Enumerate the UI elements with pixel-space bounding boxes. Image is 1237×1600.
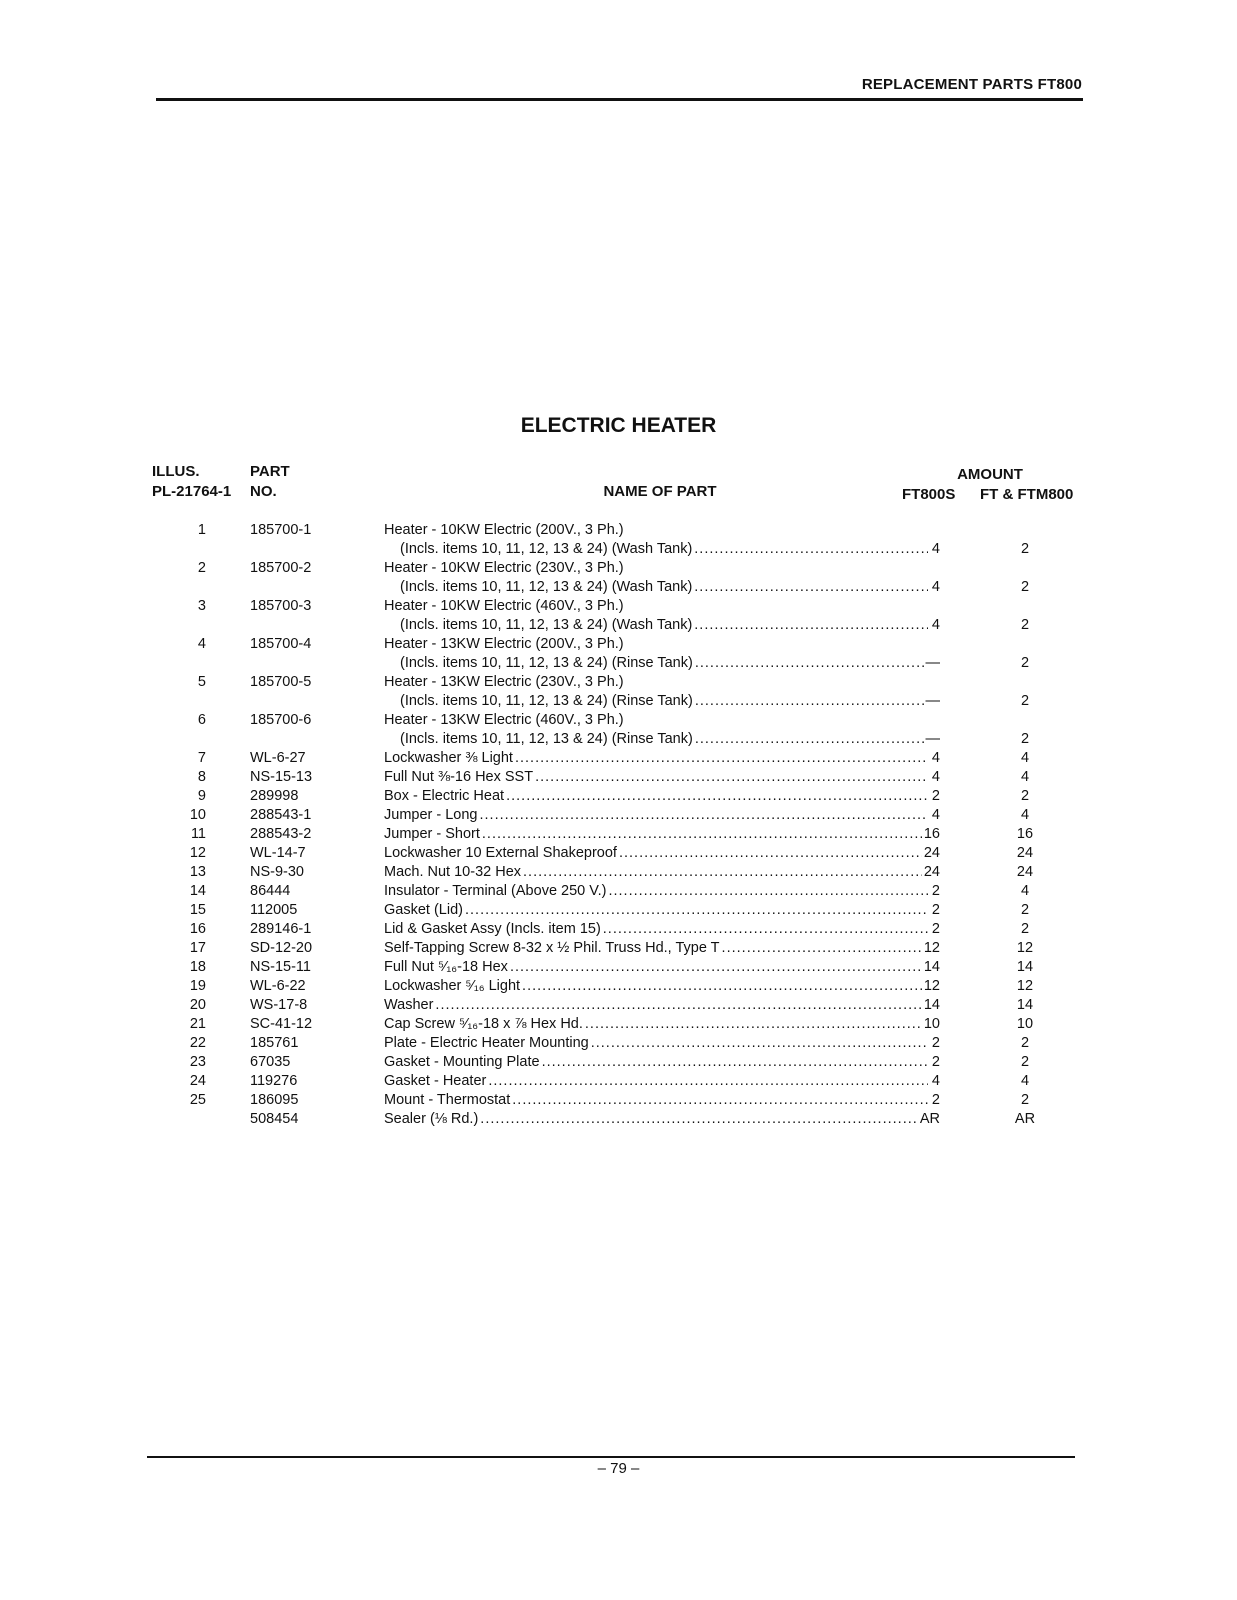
- illus-number: 15: [189, 902, 206, 918]
- qty-ft-ftm800: 2: [1020, 541, 1030, 557]
- part-name: Lockwasher ⅜ Light: [384, 750, 513, 766]
- dot-leader: [510, 958, 922, 977]
- part-name: Self-Tapping Screw 8-32 x ½ Phil. Truss Hd., Type T: [384, 940, 720, 956]
- dot-leader: [695, 692, 924, 711]
- part-header-line1: PART: [250, 463, 290, 480]
- illus-number: 10: [189, 807, 206, 823]
- part-name-detail: (Incls. items 10, 11, 12, 13 & 24) (Rinse Tank): [400, 731, 693, 747]
- part-number: 289146-1: [250, 921, 312, 937]
- qty-ft800s: 24: [923, 864, 940, 880]
- part-row: [0, 768, 1237, 787]
- qty-ft800s: 4: [931, 541, 940, 557]
- part-name: Jumper - Long: [384, 807, 478, 823]
- part-row-detail: [0, 540, 1237, 559]
- part-name: Heater - 10KW Electric (200V., 3 Ph.): [384, 522, 624, 538]
- dot-leader: [694, 616, 928, 635]
- part-number: 185700-2: [250, 560, 312, 576]
- illus-number: 25: [189, 1092, 206, 1108]
- qty-ft-ftm800: 2: [1020, 655, 1030, 671]
- part-number: 288543-2: [250, 826, 312, 842]
- illus-header-line1: ILLUS.: [152, 463, 200, 480]
- qty-ft800s: —: [925, 693, 940, 709]
- part-name: Mount - Thermostat: [384, 1092, 511, 1108]
- part-number: 67035: [250, 1054, 291, 1070]
- part-number: 112005: [250, 902, 298, 918]
- part-number: NS-9-30: [250, 864, 304, 880]
- qty-ft800s: 2: [931, 902, 940, 918]
- part-row: [0, 673, 1237, 692]
- part-row: [0, 958, 1237, 977]
- dot-leader: [695, 730, 924, 749]
- qty-ft800s: 14: [923, 959, 940, 975]
- qty-ft800s: 4: [931, 617, 940, 633]
- illus-header-line2: PL-21764-1: [152, 483, 232, 500]
- part-row: [0, 882, 1237, 901]
- illus-column-header: [152, 462, 231, 502]
- illus-number: 8: [197, 769, 206, 785]
- part-row: [0, 1034, 1237, 1053]
- part-row: [0, 996, 1237, 1015]
- illus-number: 3: [197, 598, 206, 614]
- part-name-detail: (Incls. items 10, 11, 12, 13 & 24) (Rinse Tank): [400, 693, 693, 709]
- part-name: Full Nut ⅜-16 Hex SST: [384, 769, 534, 785]
- illus-number: 13: [189, 864, 206, 880]
- dot-leader: [480, 1110, 918, 1129]
- part-row-detail: [0, 578, 1237, 597]
- part-number: 185700-5: [250, 674, 312, 690]
- part-row: [0, 597, 1237, 616]
- qty-ft-ftm800: 24: [1016, 864, 1034, 880]
- part-name: Gasket - Heater: [384, 1073, 487, 1089]
- dot-leader: [506, 787, 928, 806]
- part-number: 119276: [250, 1073, 298, 1089]
- part-row: [0, 635, 1237, 654]
- qty-ft800s: 12: [923, 978, 940, 994]
- part-row: [0, 977, 1237, 996]
- qty-ft-ftm800: 2: [1020, 921, 1030, 937]
- part-number: SC-41-12: [250, 1016, 313, 1032]
- dot-leader: [619, 844, 922, 863]
- part-number: WS-17-8: [250, 997, 308, 1013]
- qty-ft800s: 2: [931, 1035, 940, 1051]
- part-number: WL-6-22: [250, 978, 306, 994]
- qty-ft800s: 2: [931, 883, 940, 899]
- qty-ft800s: 4: [931, 1073, 940, 1089]
- dot-leader: [523, 863, 922, 882]
- part-row: [0, 1072, 1237, 1091]
- part-number: 86444: [250, 883, 291, 899]
- part-number: WL-14-7: [250, 845, 306, 861]
- part-no-column-header: [250, 462, 290, 502]
- page-header: REPLACEMENT PARTS FT800: [861, 76, 1082, 93]
- part-row-detail: [0, 654, 1237, 673]
- part-name: Jumper - Short: [384, 826, 480, 842]
- qty-ft800s: —: [925, 731, 940, 747]
- qty-ft-ftm800: 2: [1020, 1035, 1030, 1051]
- illus-number: 5: [197, 674, 206, 690]
- illus-number: 20: [189, 997, 206, 1013]
- qty-ft-ftm800: 4: [1020, 1073, 1030, 1089]
- qty-ft800s: 12: [923, 940, 940, 956]
- illus-number: 17: [189, 940, 206, 956]
- qty-ft800s: 4: [931, 769, 940, 785]
- dot-leader: [465, 901, 928, 920]
- part-name: Heater - 13KW Electric (200V., 3 Ph.): [384, 636, 624, 652]
- qty-ft-ftm800: 10: [1016, 1016, 1034, 1032]
- part-name: Cap Screw ⁵⁄₁₆-18 x ⅞ Hex Hd.: [384, 1016, 583, 1032]
- illus-number: 11: [190, 826, 206, 842]
- illus-number: 9: [197, 788, 206, 804]
- part-name: Heater - 10KW Electric (230V., 3 Ph.): [384, 560, 624, 576]
- qty-ft-ftm800: 4: [1020, 883, 1030, 899]
- qty-ft-ftm800: 14: [1016, 959, 1034, 975]
- qty-ft-ftm800: 2: [1020, 731, 1030, 747]
- qty-ft-ftm800: 2: [1020, 1092, 1030, 1108]
- part-name: Lockwasher ⁵⁄₁₆ Light: [384, 978, 521, 994]
- qty-ft800s: AR: [919, 1111, 940, 1127]
- qty-ft-ftm800: AR: [1014, 1111, 1036, 1127]
- part-row: [0, 806, 1237, 825]
- amount-header: AMOUNT: [957, 466, 1023, 483]
- dot-leader: [482, 825, 922, 844]
- header-rule: [156, 98, 1083, 101]
- illus-number: 21: [189, 1016, 206, 1032]
- part-number: 508454: [250, 1111, 299, 1127]
- qty-ft-ftm800: 16: [1016, 826, 1034, 842]
- qty-ft800s: 4: [931, 750, 940, 766]
- qty-ft-ftm800: 4: [1020, 807, 1030, 823]
- part-name: Washer: [384, 997, 434, 1013]
- part-number: 185700-4: [250, 636, 312, 652]
- part-row-detail: [0, 616, 1237, 635]
- part-number: 185700-3: [250, 598, 312, 614]
- part-name-detail: (Incls. items 10, 11, 12, 13 & 24) (Wash Tank): [400, 579, 693, 595]
- page-number: – 79 –: [597, 1460, 640, 1477]
- part-name: Heater - 10KW Electric (460V., 3 Ph.): [384, 598, 624, 614]
- part-number: 185761: [250, 1035, 299, 1051]
- qty-ft800s: 10: [923, 1016, 940, 1032]
- dot-leader: [694, 578, 928, 597]
- dot-leader: [542, 1053, 928, 1072]
- qty-ft-ftm800: 2: [1020, 579, 1030, 595]
- part-row: [0, 1110, 1237, 1129]
- illus-number: 6: [197, 712, 206, 728]
- dot-leader: [608, 882, 928, 901]
- part-row-detail: [0, 730, 1237, 749]
- qty-ft-ftm800: 2: [1020, 788, 1030, 804]
- qty-ft800s: 4: [931, 579, 940, 595]
- part-number: 288543-1: [250, 807, 312, 823]
- qty-ft800s: 2: [931, 1092, 940, 1108]
- qty-ft-ftm800: 4: [1020, 769, 1030, 785]
- qty-ft800s: —: [925, 655, 940, 671]
- qty-ft-ftm800-header: FT & FTM800: [980, 486, 1074, 503]
- illus-number: 22: [189, 1035, 206, 1051]
- part-name: Plate - Electric Heater Mounting: [384, 1035, 589, 1051]
- dot-leader: [722, 939, 922, 958]
- qty-ft-ftm800: 2: [1020, 617, 1030, 633]
- part-row: [0, 1015, 1237, 1034]
- illus-number: 4: [197, 636, 206, 652]
- part-name: Sealer (⅛ Rd.): [384, 1111, 479, 1127]
- section-title: ELECTRIC HEATER: [520, 414, 717, 437]
- qty-ft-ftm800: 2: [1020, 902, 1030, 918]
- dot-leader: [535, 768, 928, 787]
- part-header-line2: NO.: [250, 483, 277, 500]
- qty-ft-ftm800: 4: [1020, 750, 1030, 766]
- part-number: 185700-1: [250, 522, 312, 538]
- qty-ft-ftm800: 2: [1020, 1054, 1030, 1070]
- part-name: Lockwasher 10 External Shakeproof: [384, 845, 617, 861]
- parts-list: [0, 521, 1237, 1129]
- dot-leader: [695, 654, 924, 673]
- part-row: [0, 1053, 1237, 1072]
- part-name: Gasket - Mounting Plate: [384, 1054, 540, 1070]
- illus-number: 1: [197, 522, 206, 538]
- illus-number: 23: [189, 1054, 206, 1070]
- dot-leader: [488, 1072, 928, 1091]
- part-row: [0, 844, 1237, 863]
- part-name: Heater - 13KW Electric (230V., 3 Ph.): [384, 674, 624, 690]
- part-row: [0, 863, 1237, 882]
- dot-leader: [522, 977, 922, 996]
- dot-leader: [480, 806, 929, 825]
- illus-number: 19: [189, 978, 206, 994]
- part-number: NS-15-13: [250, 769, 313, 785]
- part-row: [0, 901, 1237, 920]
- part-name-detail: (Incls. items 10, 11, 12, 13 & 24) (Wash Tank): [400, 617, 693, 633]
- part-number: 186095: [250, 1092, 299, 1108]
- illus-number: 7: [197, 750, 206, 766]
- qty-ft800s: 2: [931, 1054, 940, 1070]
- footer-rule: [147, 1456, 1075, 1458]
- part-name-detail: (Incls. items 10, 11, 12, 13 & 24) (Rinse Tank): [400, 655, 693, 671]
- part-row: [0, 749, 1237, 768]
- dot-leader: [515, 749, 928, 768]
- part-name: Full Nut ⁵⁄₁₆-18 Hex: [384, 959, 508, 975]
- part-name: Mach. Nut 10-32 Hex: [384, 864, 522, 880]
- qty-ft-ftm800: 12: [1016, 940, 1034, 956]
- part-row: [0, 920, 1237, 939]
- part-number: 185700-6: [250, 712, 312, 728]
- qty-ft-ftm800: 2: [1020, 693, 1030, 709]
- dot-leader: [591, 1034, 928, 1053]
- part-name: Box - Electric Heat: [384, 788, 505, 804]
- part-number: 289998: [250, 788, 299, 804]
- illus-number: 16: [189, 921, 206, 937]
- qty-ft800s: 24: [923, 845, 940, 861]
- dot-leader: [435, 996, 921, 1015]
- dot-leader: [585, 1015, 922, 1034]
- part-row: [0, 559, 1237, 578]
- qty-ft800s: 4: [931, 807, 940, 823]
- qty-ft-ftm800: 12: [1016, 978, 1034, 994]
- qty-ft800s-header: FT800S: [902, 486, 956, 503]
- illus-number: 14: [189, 883, 206, 899]
- part-name: Lid & Gasket Assy (Incls. item 15): [384, 921, 601, 937]
- part-name: Heater - 13KW Electric (460V., 3 Ph.): [384, 712, 624, 728]
- part-name: Insulator - Terminal (Above 250 V.): [384, 883, 607, 899]
- name-column-header: NAME OF PART: [603, 483, 717, 500]
- part-row: [0, 825, 1237, 844]
- dot-leader: [694, 540, 928, 559]
- part-row: [0, 521, 1237, 540]
- qty-ft-ftm800: 24: [1016, 845, 1034, 861]
- qty-ft800s: 16: [923, 826, 940, 842]
- qty-ft800s: 2: [931, 788, 940, 804]
- part-number: NS-15-11: [250, 959, 311, 975]
- illus-number: 24: [189, 1073, 206, 1089]
- part-row: [0, 711, 1237, 730]
- part-name: Gasket (Lid): [384, 902, 463, 918]
- part-row: [0, 1091, 1237, 1110]
- dot-leader: [512, 1091, 928, 1110]
- qty-ft800s: 2: [931, 921, 940, 937]
- dot-leader: [603, 920, 928, 939]
- part-number: SD-12-20: [250, 940, 313, 956]
- illus-number: 2: [197, 560, 206, 576]
- part-row-detail: [0, 692, 1237, 711]
- qty-ft800s: 14: [923, 997, 940, 1013]
- illus-number: 12: [189, 845, 206, 861]
- part-name-detail: (Incls. items 10, 11, 12, 13 & 24) (Wash Tank): [400, 541, 693, 557]
- part-row: [0, 939, 1237, 958]
- part-row: [0, 787, 1237, 806]
- part-number: WL-6-27: [250, 750, 306, 766]
- illus-number: 18: [189, 959, 206, 975]
- qty-ft-ftm800: 14: [1016, 997, 1034, 1013]
